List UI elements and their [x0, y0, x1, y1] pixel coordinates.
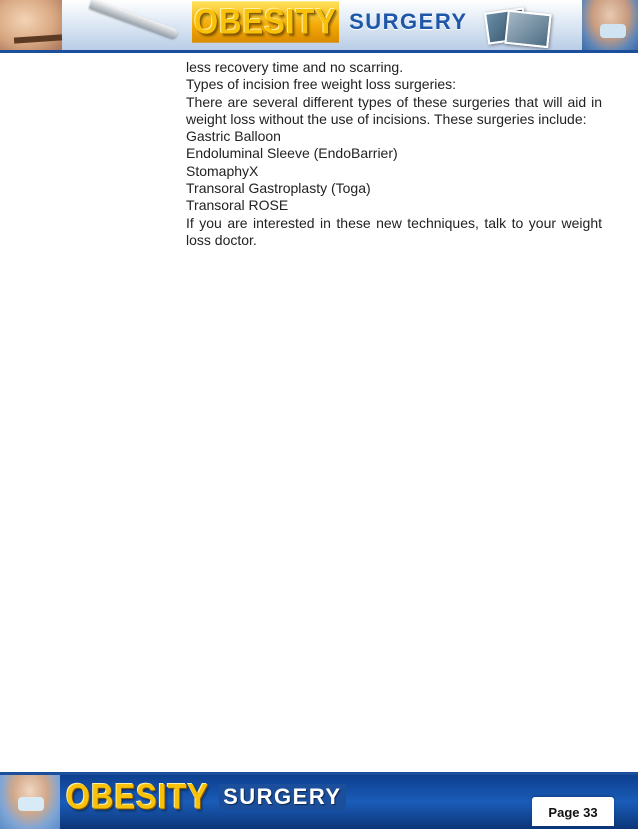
scalpel-icon: [89, 0, 179, 39]
body-line: Types of incision free weight loss surgeries:: [186, 76, 457, 93]
surgeon-mask-graphic: [18, 797, 44, 811]
page-number-tab: [532, 797, 614, 826]
body-line: less recovery time and no scarring.: [186, 59, 404, 75]
list-item: Gastric Balloon: [186, 128, 281, 145]
surgeon-mask-graphic: [600, 24, 626, 38]
surgery-photo-b: [504, 10, 551, 48]
belly-photo: [0, 0, 62, 50]
page-body: [186, 59, 602, 249]
header-banner: [0, 0, 638, 53]
logo-surgery-text: SURGERY: [219, 784, 345, 810]
body-paragraph: There are several different types of these surgeries that will aid in weight loss without the use of incisions. These surgeries include:: [186, 93, 602, 127]
logo-obesity-text: OBESITY: [66, 776, 210, 817]
page-number: Page 33: [548, 805, 598, 820]
logo-obesity-text: OBESITY: [194, 1, 338, 42]
footer-logo: [66, 776, 346, 817]
list-item: Endoluminal Sleeve (EndoBarrier): [186, 145, 398, 162]
list-item: Transoral Gastroplasty (Toga): [186, 180, 371, 197]
body-paragraph: If you are interested in these new techniques, talk to your weight loss doctor.: [186, 214, 602, 248]
list-item: Transoral ROSE: [186, 197, 289, 214]
logo-surgery-text: SURGERY: [349, 9, 468, 34]
header-logo: [192, 1, 468, 42]
list-item: StomaphyX: [186, 162, 259, 179]
